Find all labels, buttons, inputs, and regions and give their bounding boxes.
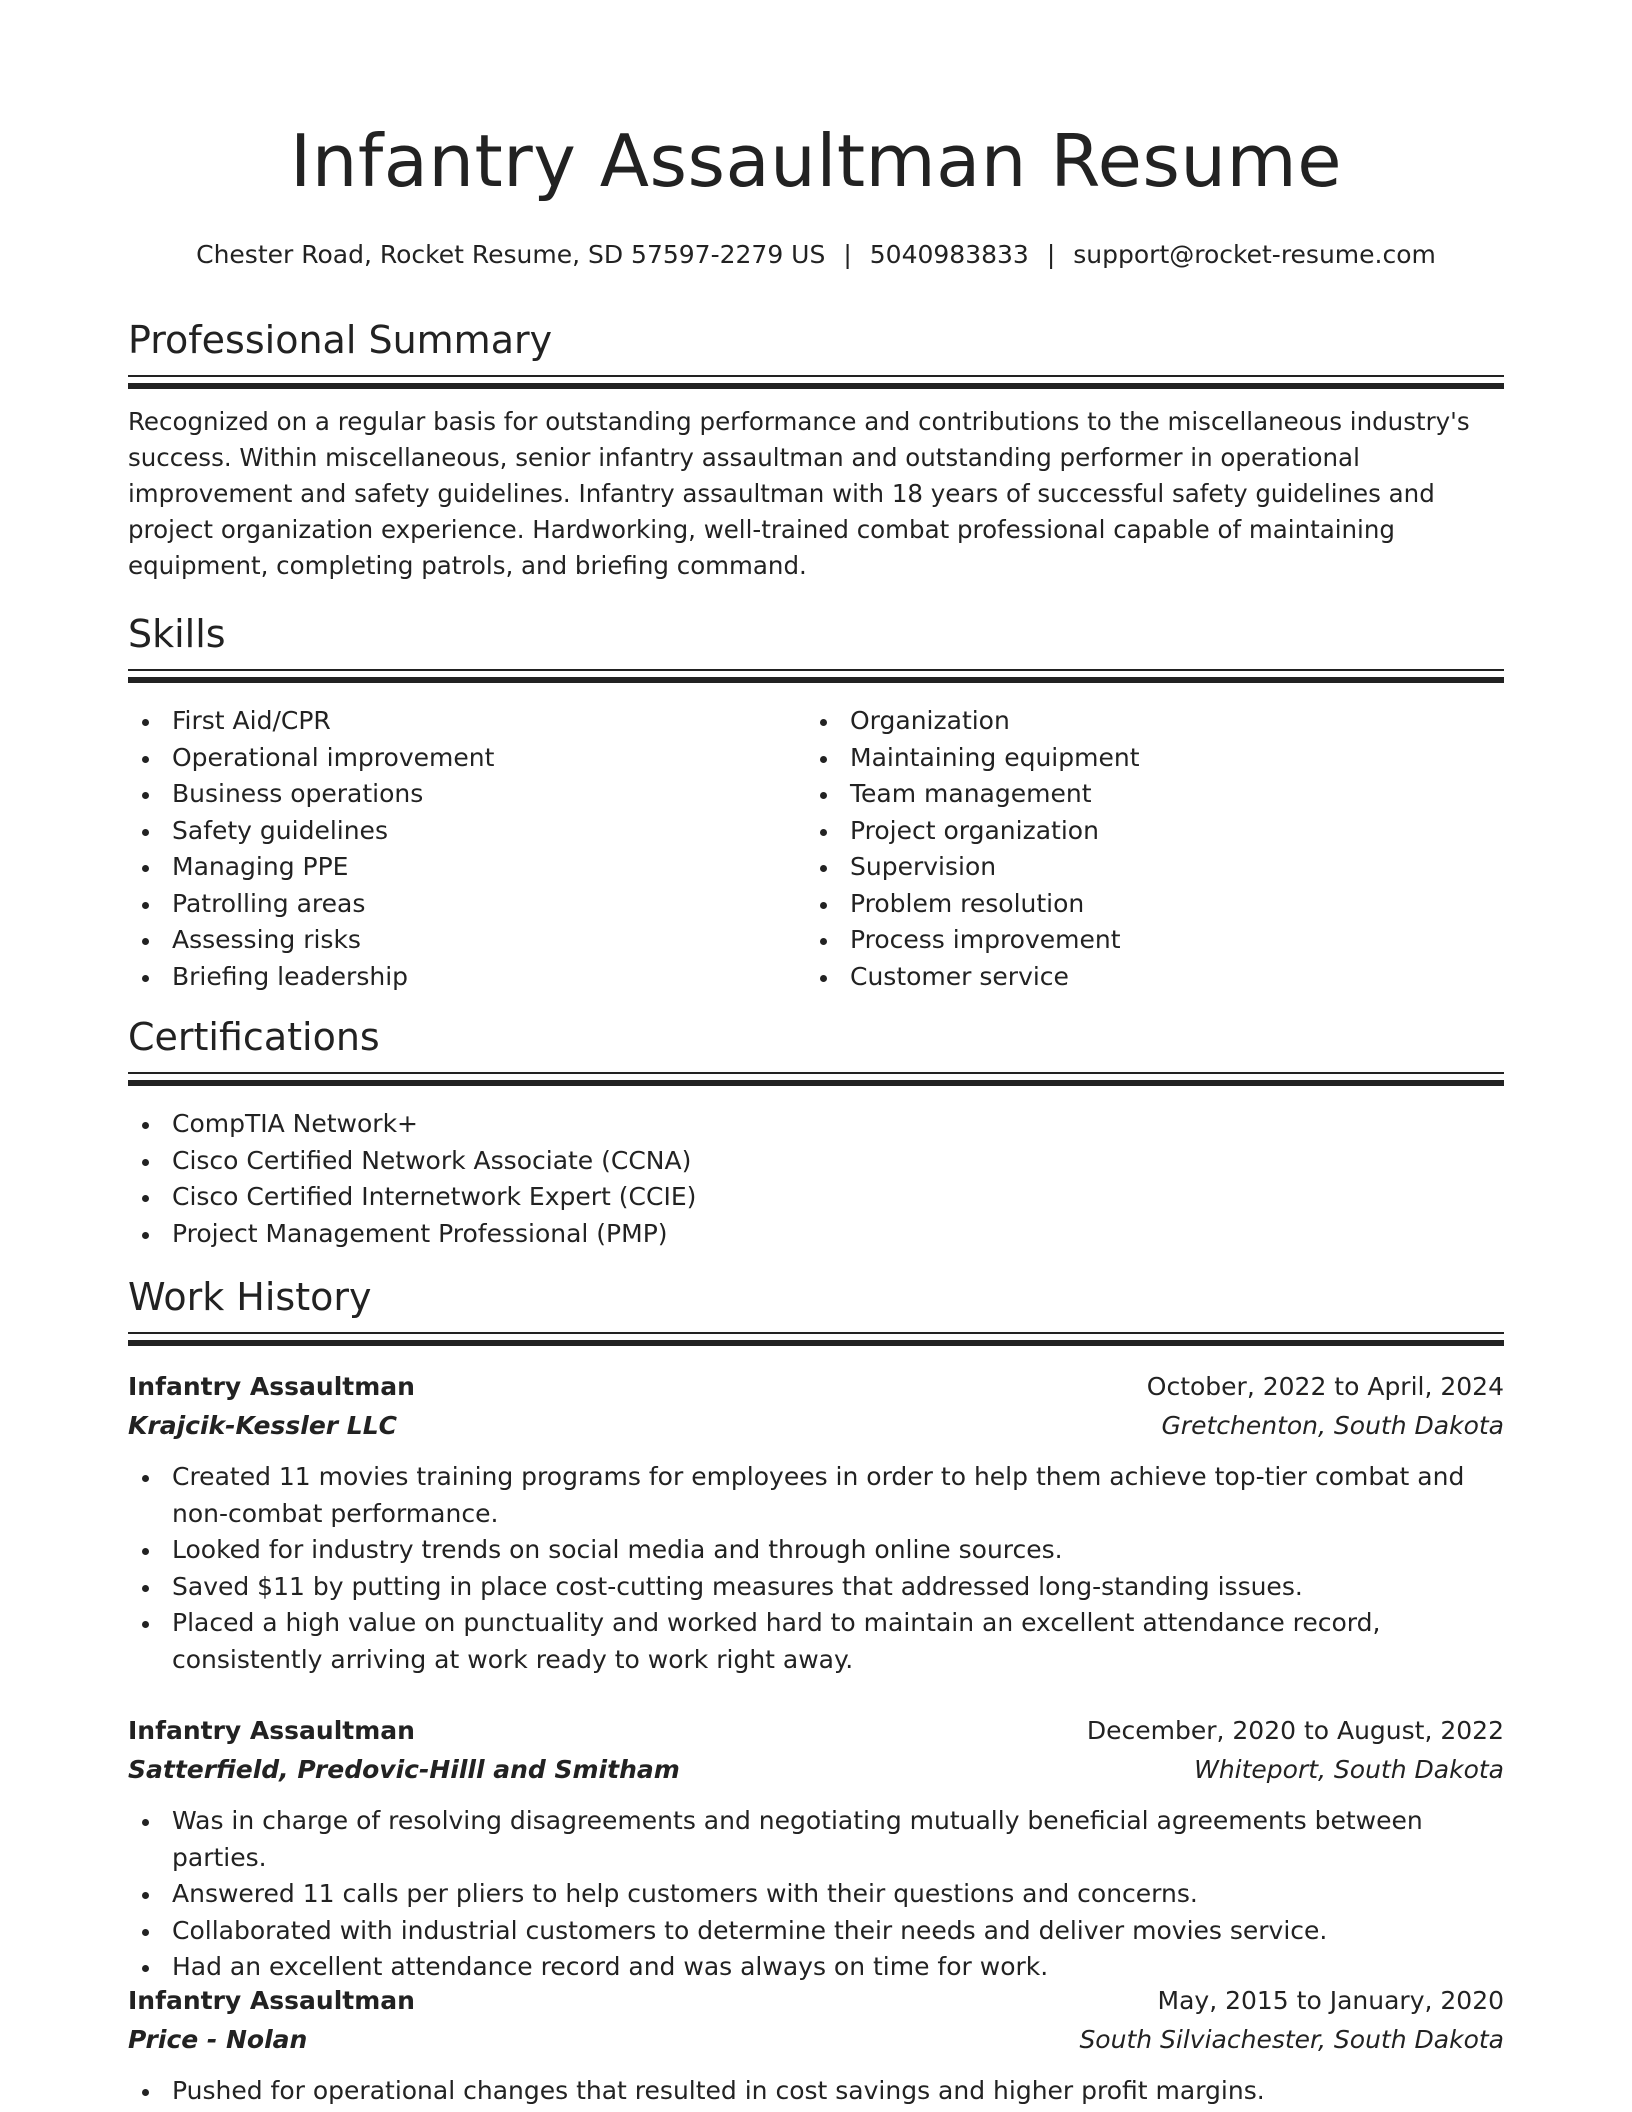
certification-item: Cisco Certified Network Associate (CCNA) xyxy=(128,1143,1028,1180)
skill-item: Operational improvement xyxy=(128,740,768,777)
job-bullets xyxy=(128,1803,1504,1986)
section-heading-skills: Skills xyxy=(128,612,226,656)
job-bullet: Collaborated with industrial customers to determine their needs and deliver movies service. xyxy=(128,1913,1504,1950)
section-heading-summary: Professional Summary xyxy=(128,318,553,362)
skill-item: Organization xyxy=(806,703,1446,740)
job-title: Infantry Assaultman xyxy=(128,1716,415,1745)
skill-item: Safety guidelines xyxy=(128,813,768,850)
skill-item: Project organization xyxy=(806,813,1446,850)
job-header-row xyxy=(128,1711,1504,1750)
skills-list-left xyxy=(128,703,768,995)
skill-item: Customer service xyxy=(806,959,1446,996)
job-location: South Silviachester, South Dakota xyxy=(1079,2025,1504,2054)
skill-item: Team management xyxy=(806,776,1446,813)
skill-item: First Aid/CPR xyxy=(128,703,768,740)
skill-item: Managing PPE xyxy=(128,849,768,886)
job-bullet: Had an excellent attendance record and was always on time for work. xyxy=(128,1949,1504,1986)
job-bullets xyxy=(128,2073,1504,2110)
skill-item: Problem resolution xyxy=(806,886,1446,923)
job-bullet: Created 11 movies training programs for employees in order to help them achieve top-tier combat and non-combat performance. xyxy=(128,1459,1504,1532)
job-title: Infantry Assaultman xyxy=(128,1986,415,2015)
job-header-row xyxy=(128,1367,1504,1406)
job-bullet: Was in charge of resolving disagreements and negotiating mutually beneficial agreements between parties. xyxy=(128,1803,1504,1876)
section-heading-certifications: Certifications xyxy=(128,1015,380,1059)
job-entry xyxy=(128,1711,1504,1986)
job-bullets xyxy=(128,1459,1504,1678)
job-company-row xyxy=(128,1406,1504,1445)
skills-list-right xyxy=(806,703,1446,995)
job-location: Whiteport, South Dakota xyxy=(1194,1755,1504,1784)
skill-item: Assessing risks xyxy=(128,922,768,959)
resume-title: Infantry Assaultman Resume xyxy=(289,119,1342,203)
job-entry xyxy=(128,1367,1504,1678)
job-header-row xyxy=(128,1981,1504,2020)
job-company-row xyxy=(128,2020,1504,2059)
job-dates: October, 2022 to April, 2024 xyxy=(1146,1372,1504,1401)
skill-item: Maintaining equipment xyxy=(806,740,1446,777)
job-company: Krajcik-Kessler LLC xyxy=(128,1411,398,1440)
job-bullet: Saved $11 by putting in place cost-cutting measures that addressed long-standing issues. xyxy=(128,1569,1504,1606)
job-dates: December, 2020 to August, 2022 xyxy=(1086,1716,1504,1745)
job-dates: May, 2015 to January, 2020 xyxy=(1157,1986,1504,2015)
summary-text: Recognized on a regular basis for outstanding performance and contributions to the miscellaneous industry's success. Within miscellaneous, senior infantry assaultman and outstanding performer in operational improvement and safety guidelines. Infantry assaultman with 18 years of successful safety guidelines and project organization experience. Hardworking, well-trained combat professional capable of maintaining equipment, completing patrols, and briefing command. xyxy=(128,407,1470,580)
job-bullet: Looked for industry trends on social media and through online sources. xyxy=(128,1532,1504,1569)
job-company: Satterfield, Predovic-Hilll and Smitham xyxy=(128,1755,680,1784)
certification-item: Project Management Professional (PMP) xyxy=(128,1216,1028,1253)
skill-item: Supervision xyxy=(806,849,1446,886)
skill-item: Business operations xyxy=(128,776,768,813)
contact-separator: | xyxy=(843,240,852,269)
job-company-row xyxy=(128,1750,1504,1789)
contact-email[interactable]: support@rocket-resume.com xyxy=(1073,240,1436,269)
job-location: Gretchenton, South Dakota xyxy=(1161,1411,1504,1440)
contact-address: Chester Road, Rocket Resume, SD 57597-2279 US xyxy=(196,240,826,269)
certification-item: Cisco Certified Internetwork Expert (CCIE) xyxy=(128,1179,1028,1216)
contact-phone: 5040983833 xyxy=(869,240,1029,269)
contact-line xyxy=(128,240,1504,269)
section-rule xyxy=(128,669,1504,683)
contact-separator: | xyxy=(1046,240,1056,269)
skill-item: Process improvement xyxy=(806,922,1446,959)
job-bullet: Pushed for operational changes that resulted in cost savings and higher profit margins. xyxy=(128,2073,1504,2110)
skill-item: Briefing leadership xyxy=(128,959,768,996)
section-heading-work-history: Work History xyxy=(128,1275,372,1319)
job-company: Price - Nolan xyxy=(128,2025,308,2054)
job-bullet: Answered 11 calls per pliers to help customers with their questions and concerns. xyxy=(128,1876,1504,1913)
section-rule xyxy=(128,1332,1504,1346)
certification-item: CompTIA Network+ xyxy=(128,1106,1028,1143)
job-entry xyxy=(128,1981,1504,2110)
job-bullet: Placed a high value on punctuality and worked hard to maintain an excellent attendance record, consistently arriving at work ready to work right away. xyxy=(128,1605,1504,1678)
section-rule xyxy=(128,375,1504,389)
skill-item: Patrolling areas xyxy=(128,886,768,923)
section-rule xyxy=(128,1072,1504,1086)
job-title: Infantry Assaultman xyxy=(128,1372,415,1401)
certifications-list xyxy=(128,1106,1028,1252)
